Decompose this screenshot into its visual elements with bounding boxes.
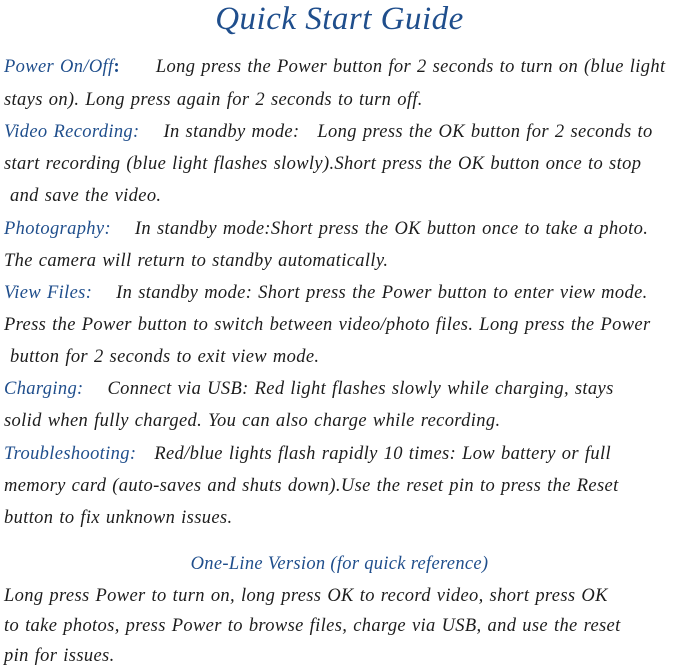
view-files-section-text-1: In standby mode: Short press the Power button to enter view mode. [116, 283, 648, 303]
page-title: Quick Start Guide [215, 1, 464, 37]
troubleshooting-section-line-1 [4, 443, 611, 465]
photo-section-text-1: In standby mode:Short press the OK button once to take a photo. [134, 219, 649, 239]
video-section-line-1 [4, 121, 653, 143]
troubleshooting-section-text-2: memory card (auto-saves and shuts down).Use the reset pin to press the Reset [4, 476, 619, 496]
one-line-version-text-1: Long press Power to turn on, long press OK to record video, short press OK [4, 586, 608, 606]
photo-section-line-1 [4, 218, 648, 240]
power-section-text-1: Long press the Power button for 2 seconds to turn on (blue light [155, 57, 666, 77]
charging-section-text-2: solid when fully charged. You can also charge while recording. [4, 411, 501, 431]
power-section-label: Power On/Off [4, 57, 114, 77]
charging-section-label: Charging: [4, 379, 84, 399]
one-line-version-heading: One-Line Version (for quick reference) [190, 554, 489, 574]
troubleshooting-section-text-3: button to fix unknown issues. [4, 508, 233, 528]
power-section-text-2: stays on). Long press again for 2 seconds to turn off. [4, 90, 423, 110]
photo-section-text-2: The camera will return to standby automatically. [4, 251, 389, 271]
troubleshooting-section-text-1: Red/blue lights flash rapidly 10 times: Low battery or full [154, 444, 611, 464]
view-files-section-text-2: Press the Power button to switch between video/photo files. Long press the Power [4, 315, 651, 335]
view-files-section-line-1 [4, 282, 648, 304]
view-files-section-text-3: button for 2 seconds to exit view mode. [4, 347, 320, 367]
photo-section-label: Photography: [4, 219, 111, 239]
video-section-text-1: In standby mode: Long press the OK button for 2 seconds to [163, 122, 653, 142]
view-files-section-label: View Files: [4, 283, 93, 303]
troubleshooting-section-label: Troubleshooting: [4, 444, 137, 464]
video-section-label: Video Recording: [4, 122, 140, 142]
power-section-line-1 [4, 56, 665, 78]
one-line-version-text-3: pin for issues. [4, 646, 115, 666]
one-line-version-text-2: to take photos, press Power to browse files, charge via USB, and use the reset [4, 616, 621, 636]
video-section-text-3: and save the video. [4, 186, 162, 206]
power-section-label-colon: : [113, 57, 121, 77]
charging-section-line-1 [4, 378, 614, 400]
video-section-text-2: start recording (blue light flashes slowly).Short press the OK button once to stop [4, 154, 642, 174]
charging-section-text-1: Connect via USB: Red light flashes slowly while charging, stays [107, 379, 614, 399]
